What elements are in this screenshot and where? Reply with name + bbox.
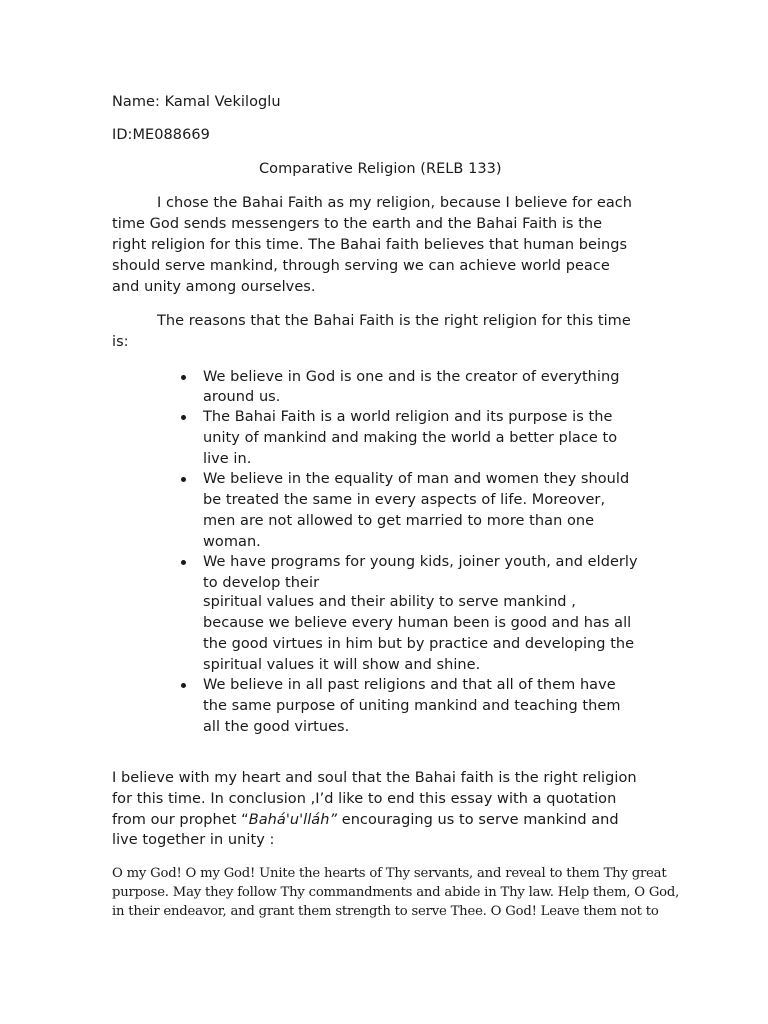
intro-line: I chose the Bahai Faith as my religion, because I believe for each xyxy=(157,195,633,211)
reasons-line: The reasons that the Bahai Faith is the right religion for this time xyxy=(157,313,631,329)
prophet-name: Bahá'u'lláh” xyxy=(248,812,338,828)
bullet-dot xyxy=(181,560,186,565)
bullet-line: be treated the same in every aspects of life. Moreover, xyxy=(203,492,606,508)
bullet-line: around us. xyxy=(203,389,281,405)
quotation-line: purpose. May they follow Thy commandments and abide in Thy law. Help them, O God, xyxy=(112,885,680,900)
student-name: Name: Kamal Vekiloglu xyxy=(112,94,281,110)
intro-line: should serve mankind, through serving we can achieve world peace xyxy=(112,258,610,274)
bullet-line: the good virtues in him but by practice and developing the xyxy=(203,636,635,652)
bullet-line: We believe in the equality of man and women they should xyxy=(203,471,630,487)
bullet-line: We believe in all past religions and that all of them have xyxy=(203,677,616,693)
bullet-line: spiritual values and their ability to serve mankind , xyxy=(203,594,576,610)
bullet-line: live in. xyxy=(203,451,252,467)
bullet-line: the same purpose of uniting mankind and teaching them xyxy=(203,698,621,714)
bullet-line: We have programs for young kids, joiner youth, and elderly xyxy=(203,554,638,570)
reasons-line: is: xyxy=(112,334,129,350)
intro-line: and unity among ourselves. xyxy=(112,279,316,295)
conclusion-text: encouraging us to serve mankind and xyxy=(337,812,619,828)
student-id: ID:ME088669 xyxy=(112,127,210,143)
conclusion-line: live together in unity : xyxy=(112,832,275,848)
quotation-line: in their endeavor, and grant them strength to serve Thee. O God! Leave them not to xyxy=(112,904,659,919)
bullet-line: men are not allowed to get married to more than one xyxy=(203,513,595,529)
intro-line: right religion for this time. The Bahai faith believes that human beings xyxy=(112,237,628,253)
bullet-dot xyxy=(181,477,186,482)
bullet-line: We believe in God is one and is the creator of everything xyxy=(203,369,620,385)
conclusion-line: for this time. In conclusion ,I’d like to end this essay with a quotation xyxy=(112,791,617,807)
bullet-line: all the good virtues. xyxy=(203,719,350,735)
bullet-line: unity of mankind and making the world a better place to xyxy=(203,430,618,446)
conclusion-line: I believe with my heart and soul that the Bahai faith is the right religion xyxy=(112,770,637,786)
quotation-line: O my God! O my God! Unite the hearts of Thy servants, and reveal to them Thy great xyxy=(112,866,667,881)
bullet-dot xyxy=(181,415,186,420)
intro-line: time God sends messengers to the earth and the Bahai Faith is the xyxy=(112,216,603,232)
course-title: Comparative Religion (RELB 133) xyxy=(259,161,502,177)
bullet-line: to develop their xyxy=(203,575,320,591)
bullet-line: woman. xyxy=(203,534,261,550)
bullet-line: spiritual values it will show and shine. xyxy=(203,657,481,673)
bullet-dot xyxy=(181,683,186,688)
bullet-dot xyxy=(181,375,186,380)
conclusion-text: from our prophet “ xyxy=(112,812,249,828)
conclusion-line xyxy=(112,810,619,831)
bullet-line: The Bahai Faith is a world religion and its purpose is the xyxy=(203,409,613,425)
bullet-line: because we believe every human been is good and has all xyxy=(203,615,632,631)
